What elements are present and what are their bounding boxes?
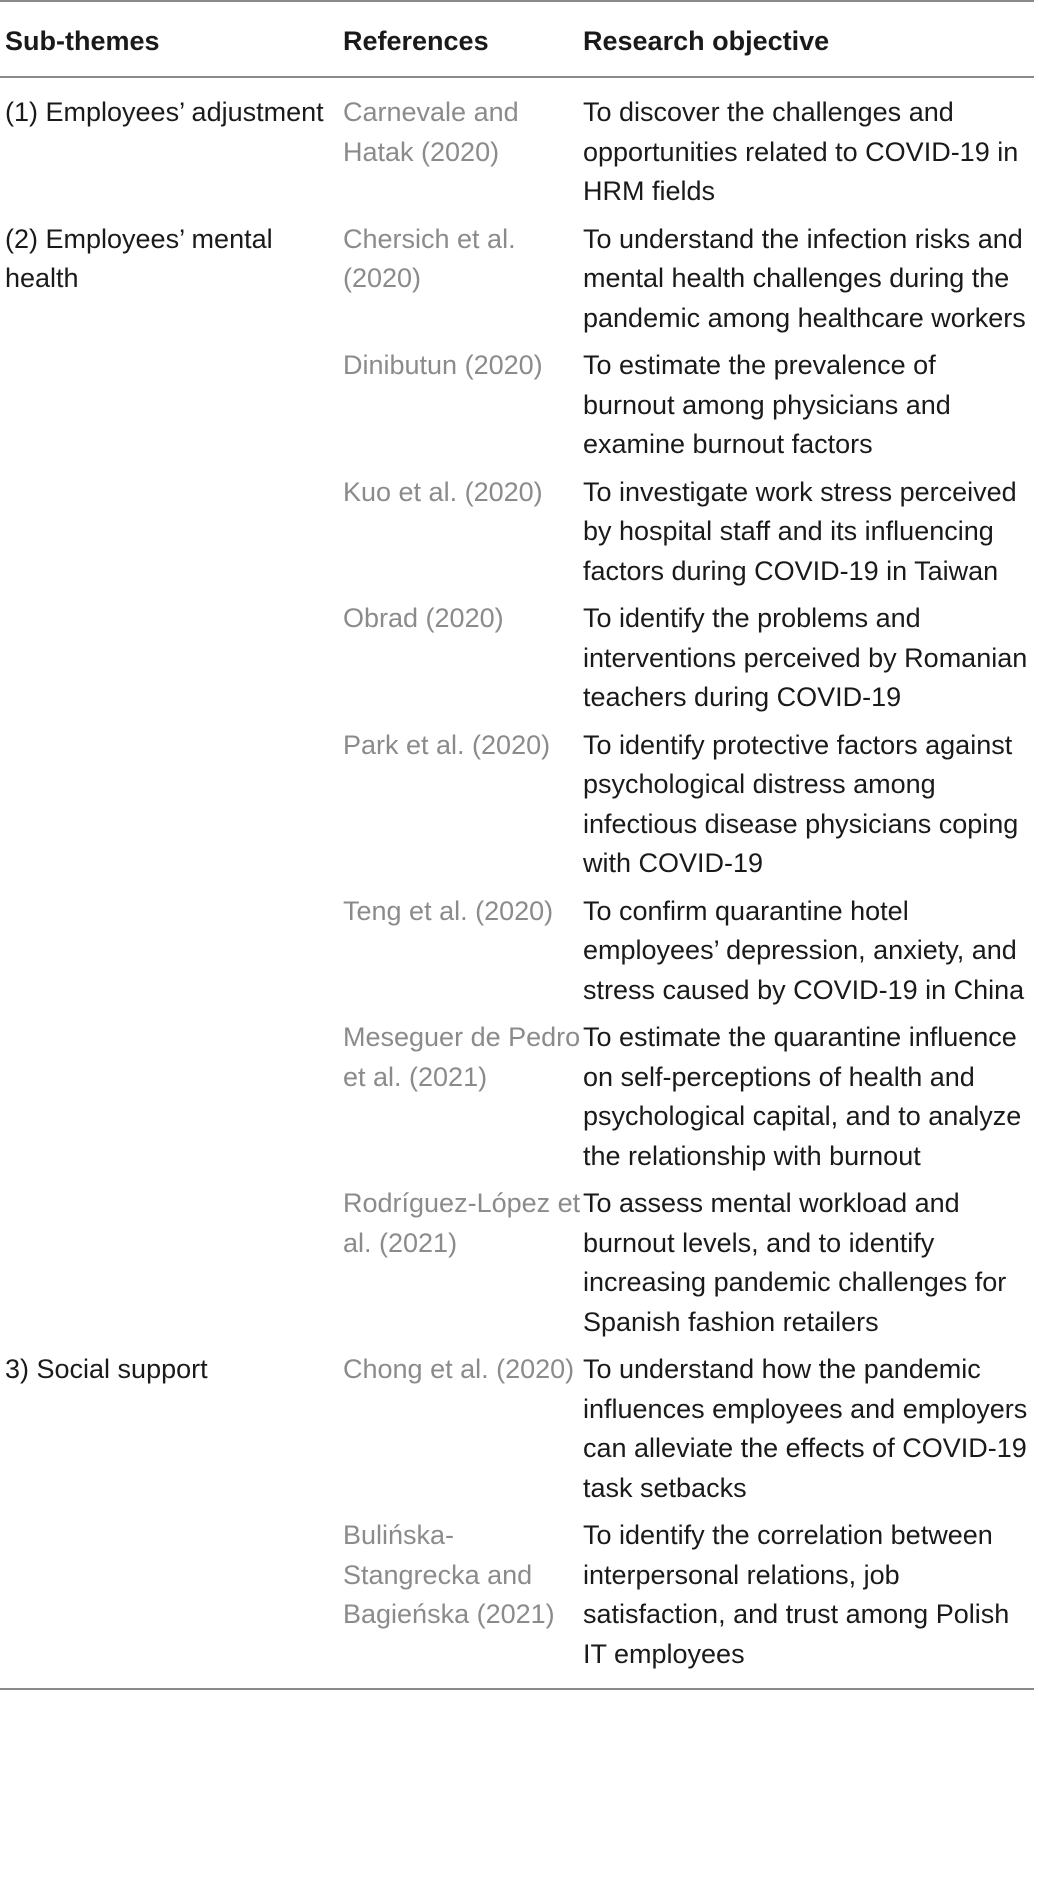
- sub-theme-cell: [0, 1018, 343, 1184]
- sub-theme-cell: (2) Employees’ mental health: [5, 223, 273, 293]
- header-research-objective: Research objective: [583, 26, 830, 56]
- header-references: References: [343, 26, 489, 56]
- sub-theme-cell: [0, 599, 343, 726]
- reference-cell: Carnevale and Hatak (2020): [343, 97, 519, 167]
- reference-cell: Rodríguez-López et al. (2021): [343, 1188, 581, 1258]
- sub-theme-cell: [0, 1184, 343, 1350]
- table-row: [0, 77, 1034, 220]
- reference-cell: Chong et al. (2020): [343, 1354, 575, 1384]
- table-row: [0, 220, 1034, 347]
- objective-cell: To understand the infection risks and mental health challenges during the pandemic among healthcare workers: [583, 223, 1026, 333]
- reference-cell: Teng et al. (2020): [343, 895, 554, 926]
- header-sub-themes: Sub-themes: [5, 26, 160, 56]
- objective-cell: To understand how the pandemic influences employees and employers can alleviate the effects of COVID-19 task setbacks: [583, 1354, 1028, 1503]
- reference-cell: Bulińska-Stangrecka and Bagieńska (2021): [343, 1520, 555, 1629]
- table-row: [0, 1018, 1034, 1184]
- objective-cell: To identify protective factors against psychological distress among infectious disease physicians coping with COVID-19: [583, 729, 1019, 878]
- reference-cell: Meseguer de Pedro et al. (2021): [343, 1022, 581, 1092]
- objective-cell: To identify the problems and interventions perceived by Romanian teachers during COVID-19: [583, 603, 1028, 712]
- table-row: [0, 726, 1034, 892]
- reference-cell: Chersich et al. (2020): [343, 223, 516, 293]
- objective-cell: To estimate the prevalence of burnout among physicians and examine burnout factors: [583, 350, 951, 459]
- table-row: [0, 346, 1034, 473]
- objective-cell: To investigate work stress perceived by hospital staff and its influencing factors during COVID-19 in Taiwan: [583, 476, 1017, 586]
- reference-cell: Dinibutun (2020): [343, 350, 543, 380]
- objective-cell: To discover the challenges and opportunities related to COVID-19 in HRM fields: [583, 97, 1019, 206]
- table-row: [0, 599, 1034, 726]
- sub-theme-cell: [0, 473, 343, 600]
- objective-cell: To estimate the quarantine influence on self-perceptions of health and psychological capital, and to analyze the relationship with burnout: [583, 1022, 1022, 1171]
- sub-theme-cell: 3) Social support: [5, 1354, 208, 1384]
- sub-theme-cell: (1) Employees’ adjustment: [5, 97, 324, 127]
- reference-cell: Kuo et al. (2020): [343, 476, 543, 507]
- table-header: [0, 1, 1034, 77]
- reference-cell: Park et al. (2020): [343, 729, 551, 760]
- header-row: [0, 1, 1034, 77]
- table-row: [0, 1516, 1034, 1689]
- objective-cell: To assess mental workload and burnout levels, and to identify increasing pandemic challenges for Spanish fashion retailers: [583, 1188, 1007, 1337]
- table-row: [0, 1350, 1034, 1516]
- sub-theme-cell: [0, 726, 343, 892]
- objective-cell: To confirm quarantine hotel employees’ depression, anxiety, and stress caused by COVID-19 in China: [583, 895, 1025, 1005]
- reference-cell: Obrad (2020): [343, 603, 504, 633]
- sub-theme-cell: [0, 346, 343, 473]
- table-row: [0, 892, 1034, 1019]
- table-row: [0, 473, 1034, 600]
- sub-theme-cell: [0, 1516, 343, 1689]
- table-row: [0, 1184, 1034, 1350]
- sub-theme-cell: [0, 892, 343, 1019]
- objective-cell: To identify the correlation between interpersonal relations, job satisfaction, and trust among Polish IT employees: [583, 1520, 1010, 1669]
- table-body: [0, 77, 1034, 1689]
